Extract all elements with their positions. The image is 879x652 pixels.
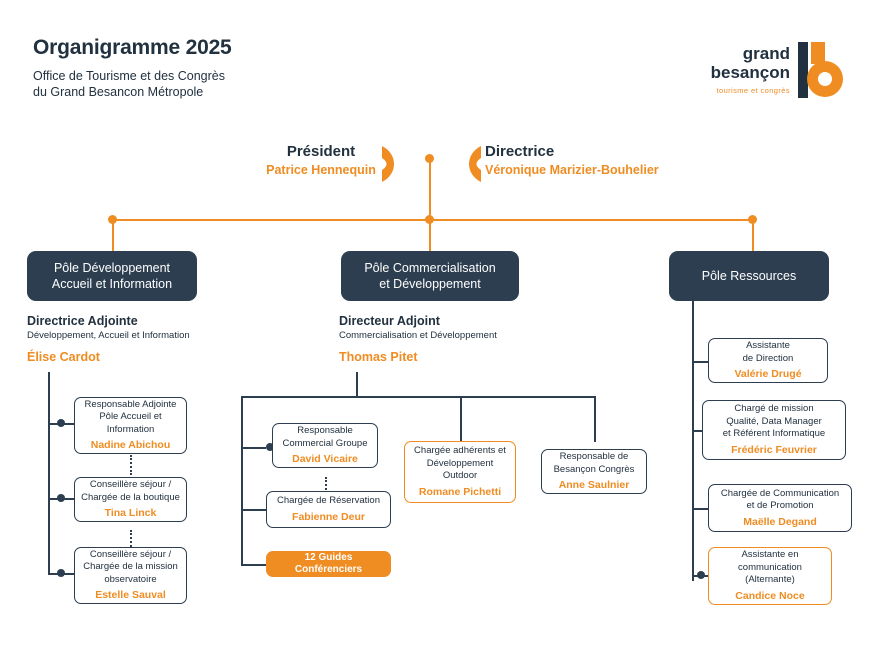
- pole-commercialisation-line1: Pôle Commercialisation: [364, 261, 496, 275]
- card-chargee-communication-line1: Chargée de Communication: [720, 487, 840, 499]
- adjoint-commercialisation-role: Directeur Adjoint: [339, 314, 440, 328]
- president-name: Patrice Hennequin: [266, 163, 376, 177]
- card-guides-conferenciers[interactable]: [266, 551, 391, 577]
- card-besancon-congres-line2: Besançon Congrès: [553, 463, 635, 475]
- connector-leadership-vertical: [429, 156, 431, 219]
- card-chargee-reservation-line1: Chargée de Réservation: [277, 495, 380, 507]
- card-assistante-comm-line3: (Alternante): [745, 574, 795, 586]
- card-guides-conferenciers-label: 12 Guides Conférenciers: [294, 551, 363, 575]
- card-assistante-direction-name: Valérie Drugé: [734, 368, 802, 380]
- pole-ressources[interactable]: [669, 251, 829, 301]
- connector-drop-right: [752, 219, 754, 252]
- connector-dot-col1-1: [57, 419, 65, 427]
- connector-col2-branch-2: [241, 509, 266, 511]
- connector-drop-center: [429, 219, 431, 252]
- card-responsable-commercial-groupe[interactable]: [272, 423, 378, 468]
- card-chargee-adherents-outdoor[interactable]: [404, 441, 516, 503]
- card-responsable-adjointe-line3: Information: [106, 423, 155, 435]
- card-chargee-communication-line2: et de Promotion: [746, 500, 814, 511]
- connector-col1-dotted-1: [130, 455, 132, 475]
- card-responsable-adjointe-line1: Responsable Adjointe: [84, 398, 177, 410]
- connector-col2-branch-3: [241, 564, 266, 566]
- card-chargee-reservation[interactable]: [266, 491, 391, 528]
- adjoint-developpement: [27, 314, 257, 364]
- card-conseillere-boutique-line1: Conseillère séjour /: [89, 479, 172, 490]
- card-responsable-besancon-congres[interactable]: [541, 449, 647, 494]
- card-assistante-comm-name: Candice Noce: [735, 589, 805, 602]
- card-chargee-adherents-name: Romane Pichetti: [418, 485, 502, 498]
- connector-col1-spine: [48, 372, 50, 575]
- card-assistante-direction-line1: Assistante: [746, 340, 790, 351]
- pole-ressources-line1: Pôle Ressources: [701, 269, 797, 283]
- card-chargee-reservation-name: Fabienne Deur: [292, 510, 365, 523]
- card-assistante-direction-line2: de Direction: [742, 352, 794, 364]
- directrice-name: Véronique Marizier-Bouhelier: [485, 163, 659, 177]
- bracket-left-icon: [459, 144, 485, 184]
- card-responsable-adjointe-line2: Pôle Accueil et: [99, 411, 162, 423]
- logo-wordmark: [686, 44, 790, 82]
- connector-col2-drop: [356, 372, 358, 397]
- page-subtitle: [33, 68, 225, 100]
- logo: [686, 42, 846, 102]
- card-chargee-communication-name: Maëlle Degand: [743, 515, 817, 528]
- card-assistante-comm-line2: communication: [738, 561, 802, 573]
- pole-developpement-line2: Accueil et Information: [51, 277, 173, 291]
- card-charge-mission-line2: Qualité, Data Manager: [726, 415, 822, 427]
- connector-col3-spine: [692, 301, 694, 581]
- card-responsable-adjointe[interactable]: [74, 397, 187, 454]
- card-besancon-congres-name: Anne Saulnier: [558, 479, 630, 491]
- adjoint-commercialisation-scope: Commercialisation et Développement: [339, 330, 497, 341]
- pole-commercialisation[interactable]: [341, 251, 519, 301]
- logo-line1: grand: [742, 44, 790, 63]
- page-subtitle-line2: du Grand Besancon Métropole: [33, 85, 204, 99]
- logo-line2: besançon: [710, 63, 790, 82]
- card-responsable-commercial-line2: Commercial Groupe: [282, 437, 368, 449]
- connector-col2-branch-1: [241, 447, 266, 449]
- card-assistante-direction[interactable]: [708, 338, 828, 383]
- card-conseillere-boutique-name: Tina Linck: [104, 507, 157, 519]
- card-conseillere-boutique-line2: Chargée de la boutique: [81, 491, 180, 503]
- pole-commercialisation-line2: et Développement: [379, 277, 481, 291]
- grand-besancon-b-icon: [798, 42, 844, 98]
- page-title: Organigramme 2025: [33, 36, 232, 59]
- leader-directrice: [485, 143, 705, 177]
- connector-dot-col1-2: [57, 494, 65, 502]
- card-conseillere-observatoire-line2: Chargée de la mission: [83, 561, 178, 573]
- logo-tagline: tourisme et congrès: [716, 86, 790, 95]
- card-responsable-commercial-name: David Vicaire: [292, 453, 358, 465]
- card-assistante-communication-alternante[interactable]: [708, 547, 832, 605]
- connector-dot-leadership-top: [425, 154, 434, 163]
- connector-col3-branch-1: [692, 361, 708, 363]
- pole-developpement[interactable]: [27, 251, 197, 301]
- bracket-right-icon: [378, 144, 404, 184]
- card-assistante-comm-line1: Assistante en: [741, 549, 799, 561]
- card-conseillere-observatoire-name: Estelle Sauval: [95, 589, 166, 602]
- card-charge-mission-line1: Chargé de mission: [734, 403, 814, 415]
- card-charge-mission-name: Frédéric Feuvrier: [731, 443, 817, 456]
- adjoint-commercialisation-name: Thomas Pitet: [339, 350, 418, 364]
- directrice-role: Directrice: [485, 143, 555, 160]
- adjoint-developpement-scope: Développement, Accueil et Information: [27, 330, 190, 341]
- page-subtitle-line1: Office de Tourisme et des Congrès: [33, 69, 225, 83]
- card-besancon-congres-line1: Responsable de: [559, 451, 629, 462]
- card-conseillere-observatoire[interactable]: [74, 547, 187, 604]
- card-chargee-adherents-line1: Chargée adhérents et: [414, 445, 506, 457]
- connector-col2-mid-drop: [460, 396, 462, 442]
- connector-col2-left-spine: [241, 396, 243, 566]
- president-role: Président: [286, 143, 356, 160]
- card-charge-mission-qualite[interactable]: [702, 400, 846, 460]
- card-chargee-communication-promotion[interactable]: [708, 484, 852, 532]
- card-conseillere-observatoire-line1: Conseillère séjour /: [89, 548, 172, 560]
- connector-col3-branch-3: [692, 508, 708, 510]
- adjoint-developpement-name: Élise Cardot: [27, 350, 100, 364]
- connector-drop-left: [112, 219, 114, 252]
- connector-dot-col1-3: [57, 569, 65, 577]
- card-conseillere-observatoire-line3: observatoire: [104, 573, 157, 585]
- adjoint-commercialisation: [339, 314, 579, 364]
- card-chargee-adherents-line2: Développement: [426, 457, 494, 469]
- connector-col2-bus: [241, 396, 595, 398]
- pole-developpement-line1: Pôle Développement: [53, 261, 171, 275]
- card-responsable-adjointe-name: Nadine Abichou: [90, 439, 171, 452]
- card-conseillere-boutique[interactable]: [74, 477, 187, 522]
- card-responsable-commercial-line1: Responsable: [297, 425, 353, 436]
- card-chargee-adherents-line3: Outdoor: [442, 470, 478, 482]
- adjoint-developpement-role: Directrice Adjointe: [27, 314, 138, 328]
- connector-dot-col3-4: [697, 571, 705, 579]
- card-charge-mission-line3: et Référent Informatique: [722, 428, 826, 440]
- connector-col2-right-drop: [594, 396, 596, 442]
